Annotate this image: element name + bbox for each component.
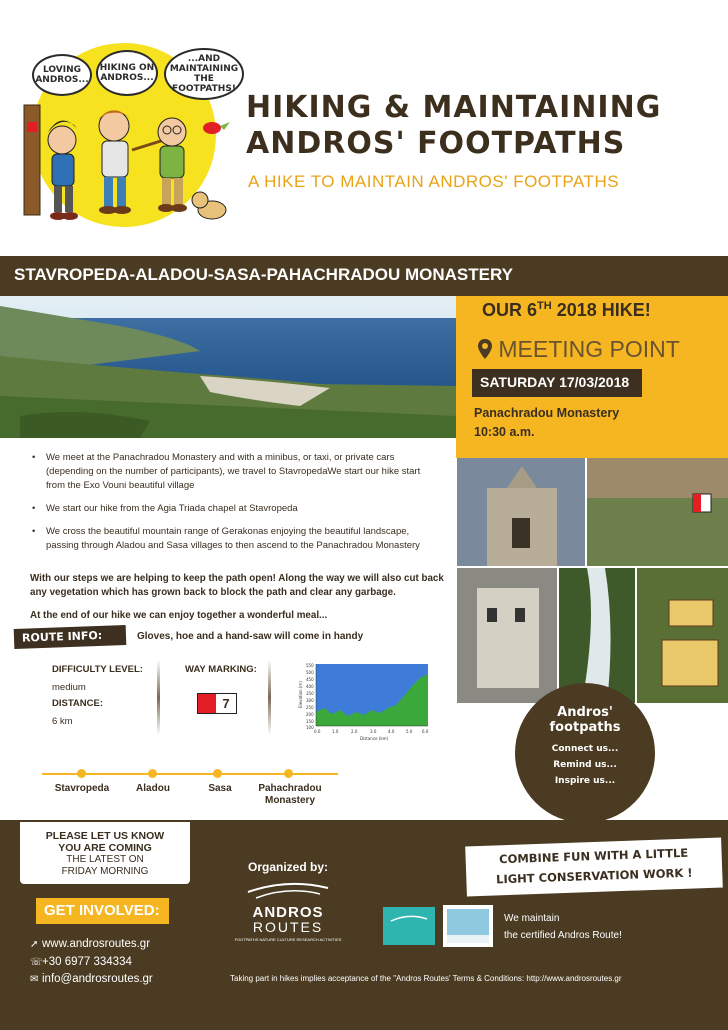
route-info-tag: ROUTE INFO: xyxy=(14,625,127,649)
logo-mark xyxy=(228,878,348,900)
marking-red-block xyxy=(198,694,216,713)
website-link[interactable]: www.androsroutes.gr xyxy=(42,938,151,950)
logo-name-2: ROUTES xyxy=(252,919,324,935)
page-title xyxy=(246,90,726,162)
speech-bubble-hiking: HIKING ON ANDROS... xyxy=(96,50,158,96)
hike-number-prefix: OUR 6 xyxy=(482,300,538,320)
rsvp-line-4: FRIDAY MORNING xyxy=(61,866,149,877)
stop-label-sasa: Sasa xyxy=(208,783,232,794)
maintain-note xyxy=(504,910,622,944)
certification-badges xyxy=(383,905,495,947)
speech-bubble-loving: LOVING ANDROS... xyxy=(32,54,92,96)
rsvp-note xyxy=(20,822,190,884)
highlight-paragraph-2: At the end of our hike we can enjoy together a wonderful meal... xyxy=(30,610,328,621)
way-marking-sign xyxy=(197,693,237,714)
difficulty-label: DIFFICULTY LEVEL: xyxy=(52,664,143,675)
rsvp-line-3: THE LATEST ON xyxy=(66,854,144,865)
x-tick: 2.0 xyxy=(351,729,358,734)
elevation-chart xyxy=(298,660,438,744)
title-line-1: HIKING & MAINTAINING xyxy=(246,90,662,125)
logo-name: ANDROS xyxy=(252,904,324,921)
terms-note: Taking part in hikes implies acceptance of the "Andros Routes' Terms & Conditions: http://www.androsroutes.gr xyxy=(230,974,622,983)
description-item: • We cross the beautiful mountain range of Gerakonas enjoying the beautiful landscape, passing through Aladou and Sasa villages to then ascend to the Panachradou Monastery xyxy=(30,525,440,553)
email-link[interactable]: info@androsroutes.gr xyxy=(42,973,153,985)
stop-dot xyxy=(77,769,86,778)
contact-email[interactable] xyxy=(30,973,153,985)
meeting-time: 10:30 a.m. xyxy=(474,425,535,439)
x-tick: 6.0 xyxy=(422,729,429,734)
stop-dot xyxy=(284,769,293,778)
description-item: • We start our hike from the Agia Triada chapel at Stavropeda xyxy=(30,502,440,516)
y-tick: 150 xyxy=(306,719,314,724)
highlight-text xyxy=(30,572,450,632)
y-tick: 500 xyxy=(306,670,314,675)
y-tick: 550 xyxy=(306,663,314,668)
x-axis-label: Distance (km) xyxy=(360,736,389,741)
cartoon-illustration xyxy=(14,40,244,230)
gear-note: Gloves, hoe and a hand-saw will come in handy xyxy=(137,631,364,642)
landscape-photo xyxy=(0,296,456,438)
route-title: STAVROPEDA-ALADOU-SASA-PAHACHRADOU MONASTERY xyxy=(14,265,513,284)
combine-line-1: COMBINE FUN WITH A LITTLE xyxy=(498,845,689,867)
circle-line-3: Inspire us... xyxy=(554,776,616,786)
rsvp-line-2: YOU ARE COMING xyxy=(58,842,152,854)
contact-phone[interactable] xyxy=(30,956,132,968)
description-item: • We meet at the Panachradou Monastery and with a minibus, or taxi, or private cars (depending on the number of participants), we travel to StavropedaWe start our hike start from the Exo Vouni beautiful village xyxy=(30,451,440,493)
location-pin-icon xyxy=(478,338,492,365)
logo-tagline: FOOTPATHS NATURE CULTURE RESEARCH ACTIVITIES xyxy=(234,937,342,942)
divider xyxy=(268,660,271,735)
phone-number[interactable]: +30 6977 334334 xyxy=(42,956,132,968)
combine-line-2: LIGHT CONSERVATION WORK ! xyxy=(495,865,693,887)
y-tick: 450 xyxy=(306,677,314,682)
distance-label: DISTANCE: xyxy=(52,698,104,709)
circle-title-2: footpaths xyxy=(549,720,621,735)
certification-logos xyxy=(383,905,495,947)
cursor-arrow-icon: ➚ xyxy=(30,939,39,950)
speech-bubble-maintaining: ...AND MAINTAINING THE FOOTPATHS! xyxy=(164,48,244,100)
stop-dot xyxy=(148,769,157,778)
photo-collage xyxy=(457,458,728,703)
meeting-point-text: MEETING POINT xyxy=(498,336,680,362)
sea-landscape-image xyxy=(0,296,456,438)
hike-number-heading xyxy=(482,300,651,321)
description-list xyxy=(30,451,440,562)
x-tick: 3.0 xyxy=(370,729,377,734)
highlight-paragraph-1: With our steps we are helping to keep the path open! Along the way we will also cut back any vegetation which has grown back to block the path and clear any garbage. xyxy=(30,573,444,598)
maintain-line-1: We maintain xyxy=(504,913,560,924)
page-subtitle: A HIKE TO MAINTAIN ANDROS' FOOTPATHS xyxy=(248,172,620,191)
contact-website[interactable] xyxy=(30,938,150,950)
circle-line-1: Connect us... xyxy=(551,744,619,754)
title-line-2: ANDROS' FOOTPATHS xyxy=(246,126,626,161)
stop-label-stavropeda: Stavropeda xyxy=(54,783,110,794)
way-marking-label: WAY MARKING: xyxy=(185,664,257,675)
hike-number-sup: TH xyxy=(537,300,552,312)
route-line xyxy=(42,773,338,775)
maintain-line-2: the certified Andros Route! xyxy=(504,930,622,941)
y-axis-label: Elevation (m) xyxy=(298,681,303,708)
combine-fun-banner xyxy=(465,838,723,897)
y-tick: 250 xyxy=(306,705,314,710)
y-tick: 350 xyxy=(306,691,314,696)
collage-images xyxy=(457,458,728,703)
meeting-place-name: Panachradou Monastery xyxy=(474,406,620,420)
andros-routes-logo xyxy=(228,878,348,948)
divider xyxy=(157,660,160,735)
difficulty-value: medium xyxy=(52,682,86,693)
envelope-icon: ✉ xyxy=(30,974,39,985)
elevation-profile xyxy=(298,660,438,744)
stop-dot xyxy=(213,769,222,778)
circle-line-2: Remind us... xyxy=(553,760,617,770)
hike-number-suffix: 2018 HIKE! xyxy=(551,300,651,320)
x-tick: 4.0 xyxy=(388,729,395,734)
stop-label-aladou: Aladou xyxy=(136,783,170,794)
circle-title-1: Andros' xyxy=(557,705,613,720)
stop-label-monastery: Pahachradou Monastery xyxy=(258,783,322,806)
get-involved-badge: GET INVOLVED: xyxy=(36,898,169,924)
x-tick: 0.0 xyxy=(314,729,321,734)
x-tick: 5.0 xyxy=(406,729,413,734)
meeting-place xyxy=(474,404,619,442)
distance-value: 6 km xyxy=(52,716,73,727)
rsvp-line-1: PLEASE LET US KNOW xyxy=(45,830,165,842)
y-tick: 200 xyxy=(306,712,314,717)
marking-number: 7 xyxy=(216,694,236,713)
footpaths-circle xyxy=(515,683,655,823)
meeting-point-label xyxy=(478,336,680,365)
organized-by-label: Organized by: xyxy=(248,860,329,874)
phone-icon: ☏ xyxy=(30,957,43,968)
y-tick: 300 xyxy=(306,698,314,703)
y-tick: 100 xyxy=(306,725,314,730)
x-tick: 1.0 xyxy=(332,729,339,734)
y-tick: 400 xyxy=(306,684,314,689)
date-badge: SATURDAY 17/03/2018 xyxy=(472,369,642,397)
